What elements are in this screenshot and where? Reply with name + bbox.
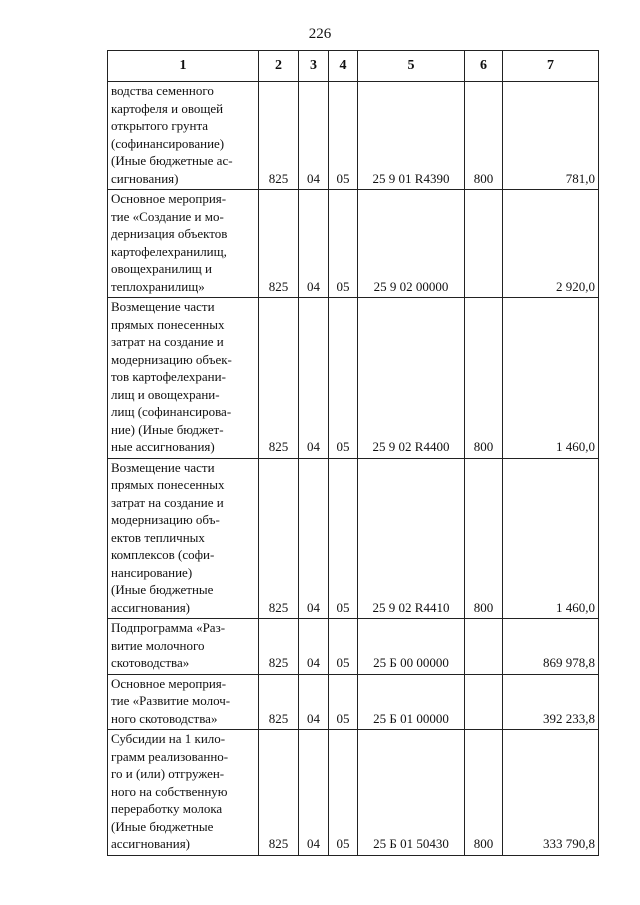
table-row <box>108 619 599 675</box>
ministry-code: 825 <box>259 674 299 730</box>
item-name: Основное мероприя- тие «Развитие молоч- ного скотоводства» <box>108 674 259 730</box>
section-code: 04 <box>299 82 329 190</box>
budget-table <box>107 50 599 856</box>
item-name: водства семенного картофеля и овощей открытого грунта (софинансирование) (Иные бюджетные ас- сигнования) <box>108 82 259 190</box>
section-code: 04 <box>299 298 329 459</box>
item-name: Возмещение части прямых понесенных затрат на создание и модернизацию объ- ектов тепличных комплексов (софи- нансирование) (Иные бюджетные ассигнования) <box>108 458 259 619</box>
amount: 781,0 <box>503 82 599 190</box>
section-code: 04 <box>299 674 329 730</box>
amount: 333 790,8 <box>503 730 599 856</box>
target-article-code: 25 9 02 R4410 <box>358 458 465 619</box>
expense-type-code <box>465 619 503 675</box>
table-row <box>108 458 599 619</box>
ministry-code: 825 <box>259 458 299 619</box>
amount: 1 460,0 <box>503 298 599 459</box>
target-article-code: 25 9 02 00000 <box>358 190 465 298</box>
section-code: 04 <box>299 190 329 298</box>
header-cell: 2 <box>259 51 299 82</box>
subsection-code: 05 <box>329 730 358 856</box>
expense-type-code <box>465 190 503 298</box>
table-row <box>108 730 599 856</box>
item-name: Подпрограмма «Раз- витие молочного скотоводства» <box>108 619 259 675</box>
subsection-code: 05 <box>329 298 358 459</box>
amount: 869 978,8 <box>503 619 599 675</box>
table-row <box>108 674 599 730</box>
subsection-code: 05 <box>329 82 358 190</box>
amount: 392 233,8 <box>503 674 599 730</box>
section-code: 04 <box>299 458 329 619</box>
ministry-code: 825 <box>259 619 299 675</box>
subsection-code: 05 <box>329 458 358 619</box>
header-cell: 3 <box>299 51 329 82</box>
target-article-code: 25 Б 01 50430 <box>358 730 465 856</box>
page-number: 226 <box>308 26 332 42</box>
table-row <box>108 298 599 459</box>
ministry-code: 825 <box>259 190 299 298</box>
amount: 2 920,0 <box>503 190 599 298</box>
section-code: 04 <box>299 619 329 675</box>
header-row <box>108 51 599 82</box>
header-cell: 4 <box>329 51 358 82</box>
item-name: Основное мероприя- тие «Создание и мо- дернизация объектов картофелехранилищ, овощехранилищ и теплохранилищ» <box>108 190 259 298</box>
amount: 1 460,0 <box>503 458 599 619</box>
ministry-code: 825 <box>259 298 299 459</box>
expense-type-code: 800 <box>465 298 503 459</box>
target-article-code: 25 9 01 R4390 <box>358 82 465 190</box>
expense-type-code: 800 <box>465 82 503 190</box>
ministry-code: 825 <box>259 82 299 190</box>
target-article-code: 25 Б 01 00000 <box>358 674 465 730</box>
header-cell: 6 <box>465 51 503 82</box>
header-cell: 7 <box>503 51 599 82</box>
section-code: 04 <box>299 730 329 856</box>
subsection-code: 05 <box>329 674 358 730</box>
expense-type-code: 800 <box>465 458 503 619</box>
table-row <box>108 82 599 190</box>
item-name: Возмещение части прямых понесенных затрат на создание и модернизацию объек- тов картофелехрани- лищ и овощехрани- лищ (софинансирова- ние) (Иные бюджет- ные ассигнования) <box>108 298 259 459</box>
ministry-code: 825 <box>259 730 299 856</box>
subsection-code: 05 <box>329 190 358 298</box>
expense-type-code <box>465 674 503 730</box>
header-cell: 1 <box>108 51 259 82</box>
item-name: Субсидии на 1 кило- грамм реализованно- го и (или) отгружен- ного на собственную переработку молока (Иные бюджетные ассигнования) <box>108 730 259 856</box>
table-row <box>108 190 599 298</box>
header-cell: 5 <box>358 51 465 82</box>
expense-type-code: 800 <box>465 730 503 856</box>
subsection-code: 05 <box>329 619 358 675</box>
target-article-code: 25 Б 00 00000 <box>358 619 465 675</box>
target-article-code: 25 9 02 R4400 <box>358 298 465 459</box>
